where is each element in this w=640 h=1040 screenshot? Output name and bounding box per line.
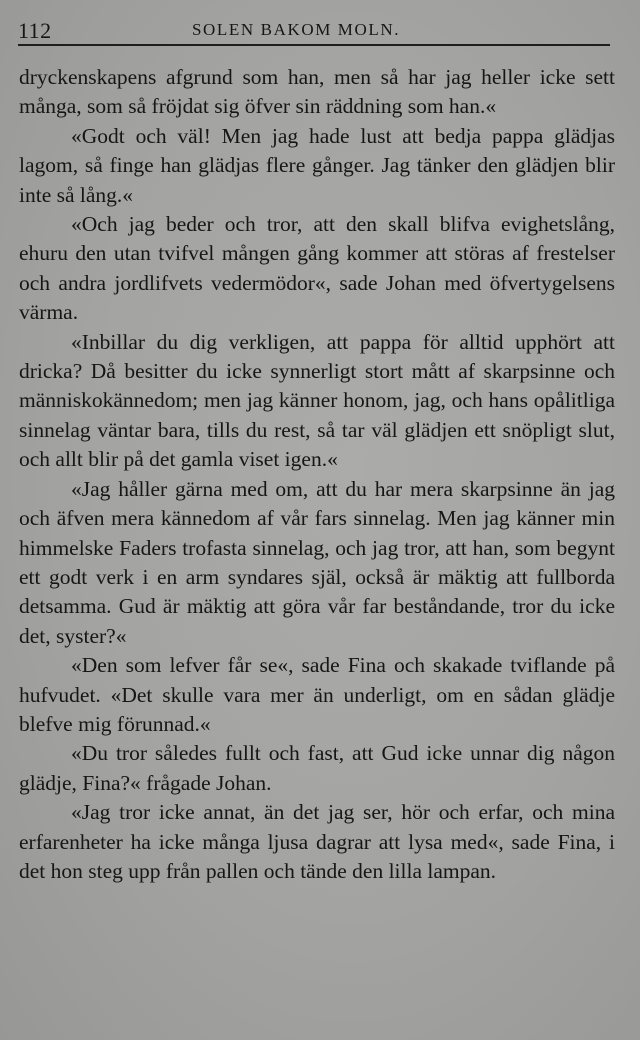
paragraph: dryckenskapens afgrund som han, men så har jag heller icke sett många, som så fröjdat sig öfver sin räddning som han.« — [19, 65, 615, 119]
paragraph: «Jag tror icke annat, än det jag ser, hör och erfar, och mina erfarenheter ha icke många ljusa dagrar att lysa med«, sade Fina, i det hon steg upp från pallen och tände den lilla lampan. — [19, 800, 615, 883]
paragraph: «Godt och väl! Men jag hade lust att bedja pappa glädjas lagom, så finge han glädjas flere gånger. Jag tänker den glädjen blir inte så lång.« — [19, 123, 615, 207]
paragraph: «Och jag beder och tror, att den skall blifva evighetslång, ehuru den utan tvifvel mången gång kommer att störas af frestelser och andra jordlifvets vedermödor«, sade Johan med öfvertygelsens värma. — [19, 212, 615, 325]
paragraph: «Jag håller gärna med om, att du har mera skarpsinne än jag och äfven mera kännedom af vår fars sinnelag. Men jag känner min himmelske Faders trofasta sinnelag, och jag tror, att han, som begynt ett godt verk i en arm syndares själ, också är mäktig att fullborda detsamma. Gud är mäktig att göra vår far beståndande, tror du icke det, syster?« — [19, 476, 615, 648]
page-number: 112 — [18, 18, 52, 43]
running-title: SOLEN BAKOM MOLN. — [192, 20, 401, 39]
page-header — [0, 14, 640, 46]
body-text — [19, 63, 615, 886]
header-rule — [18, 44, 610, 46]
paragraph: «Inbillar du dig verkligen, att pappa för alltid upphört att dricka? Då besitter du icke synnerligt stort mått af skarpsinne och människokännedom; men jag känner honom, jag, och hans opålitliga sinnelag väntar bara, tills du rest, så tar väl glädjen ett snöpligt slut, och allt blir på det gamla viset igen.« — [19, 329, 615, 472]
paragraph: «Du tror således fullt och fast, att Gud icke unnar dig någon glädje, Fina?« frågade Johan. — [19, 741, 615, 795]
paragraph: «Den som lefver får se«, sade Fina och skakade tviflande på hufvudet. «Det skulle vara mer än underligt, om en sådan glädje blefve mig förunnad.« — [19, 653, 615, 736]
